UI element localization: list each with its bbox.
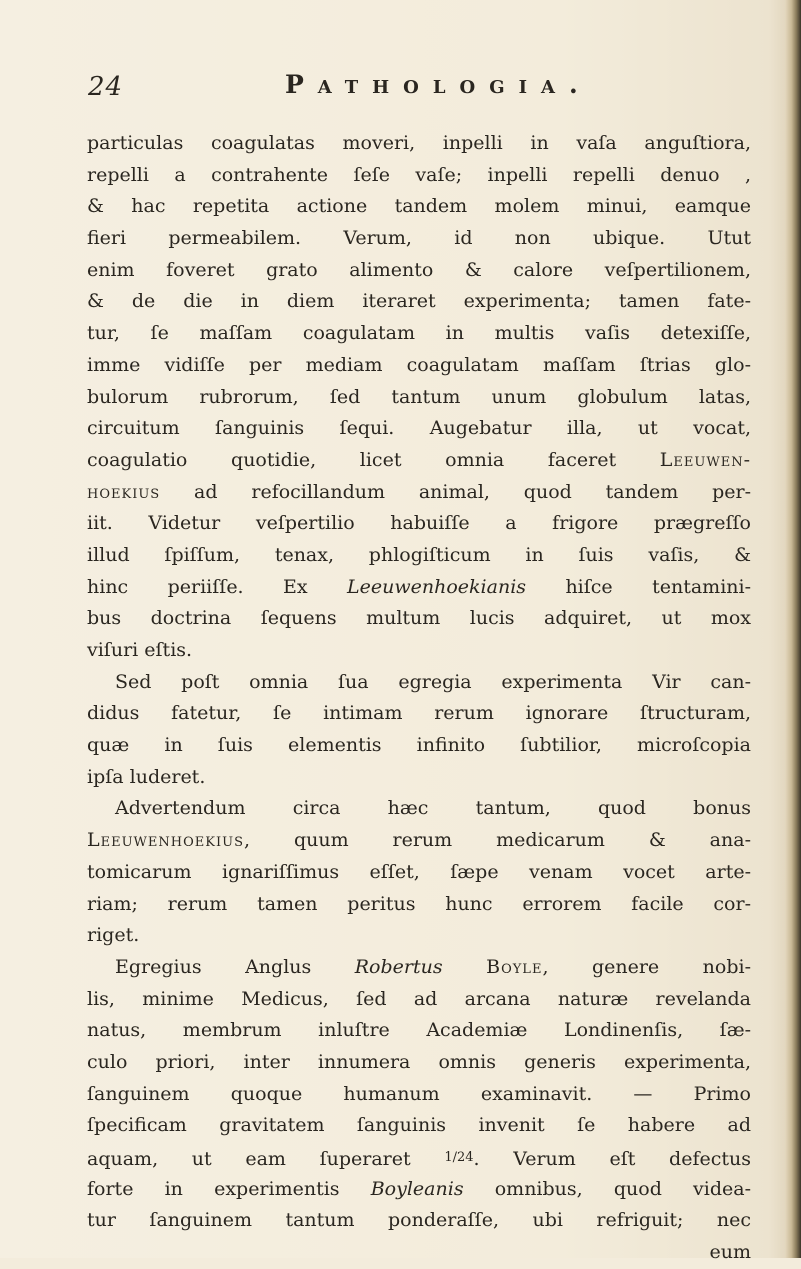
text-line bbox=[87, 1079, 751, 1111]
text-run: bus doctrina ſequens multum lucis adquiret, ut mox bbox=[87, 607, 751, 630]
text-run: imme vidiſſe per mediam coagulatam maſſam ſtrias glo- bbox=[87, 353, 751, 376]
text-run: forte in experimentis bbox=[87, 1177, 371, 1200]
small-caps-name: Leeuwen- bbox=[659, 448, 751, 471]
text-run: ipſa luderet. bbox=[87, 765, 206, 788]
text-line bbox=[87, 730, 751, 762]
text-line bbox=[87, 984, 751, 1016]
text-run: iit. Videtur veſpertilio habuiſſe a frigore prægreſſo bbox=[87, 512, 751, 535]
text-line bbox=[87, 1142, 751, 1174]
text-line bbox=[87, 857, 751, 889]
text-run: viſuri eſtis. bbox=[87, 639, 193, 661]
text-line bbox=[87, 1174, 751, 1206]
text-run: Sed poſt omnia ſua egregia experimenta Vir can- bbox=[115, 670, 751, 693]
text-run: ſpecificam gravitatem ſanguinis invenit ſe habere ad bbox=[87, 1114, 751, 1137]
text-line bbox=[87, 667, 751, 699]
text-run: illud ſpiſſum, tenax, phlogiſticum in ſuis vaſis, & bbox=[87, 543, 751, 566]
text-run: fieri permeabilem. Verum, id non ubique. Utut bbox=[87, 227, 751, 250]
text-line bbox=[87, 952, 751, 984]
text-run: repelli a contrahente ſeſe vaſe; inpelli repelli denuo , bbox=[87, 163, 751, 186]
small-caps-name: hoekius bbox=[87, 480, 161, 503]
text-run: enim foveret grato alimento & calore veſpertilionem, bbox=[87, 258, 751, 281]
text-run: hinc periiſſe. Ex bbox=[87, 575, 348, 598]
text-run: coagulatio quotidie, licet omnia faceret bbox=[87, 448, 660, 471]
text-line bbox=[87, 1047, 751, 1079]
text-run: Egregius Anglus bbox=[115, 955, 355, 978]
text-run bbox=[443, 956, 487, 978]
text-line bbox=[87, 762, 751, 794]
text-line bbox=[87, 286, 751, 318]
text-line bbox=[87, 1205, 751, 1237]
text-run: hiſce tentamini- bbox=[526, 575, 752, 598]
text-run: circuitum ſanguinis ſequi. Augebatur illa, ut vocat, bbox=[87, 417, 751, 440]
text-line bbox=[87, 1110, 751, 1142]
text-run: riam; rerum tamen peritus hunc errorem facile cor- bbox=[87, 892, 751, 915]
text-run: tur, ſe maſſam coagulatam in multis vaſis detexiſſe, bbox=[87, 322, 751, 345]
italic-text: Leeuwenhoekianis bbox=[347, 575, 527, 598]
text-line bbox=[87, 160, 751, 192]
small-caps-name: Leeuwenhoekius bbox=[87, 829, 244, 852]
text-line bbox=[87, 603, 751, 635]
text-run: , quum rerum medicarum & ana- bbox=[243, 829, 751, 852]
text-run: tomicarum ignariſſimus eſſet, ſæpe venam vocet arte- bbox=[87, 860, 751, 883]
text-line bbox=[87, 128, 751, 160]
text-run: omnibus, quod videa- bbox=[463, 1177, 751, 1200]
text-run: aquam, ut eam ſuperaret bbox=[87, 1148, 445, 1170]
text-line bbox=[87, 223, 751, 255]
text-run: ſanguinem quoque humanum examinavit. — Primo bbox=[87, 1082, 751, 1105]
text-run: didus fatetur, ſe intimam rerum ignorare ſtructuram, bbox=[87, 702, 751, 725]
text-line bbox=[87, 540, 751, 572]
text-line bbox=[87, 477, 751, 509]
text-line bbox=[87, 793, 751, 825]
text-line bbox=[87, 889, 751, 921]
text-line bbox=[87, 635, 751, 667]
text-line bbox=[87, 508, 751, 540]
text-line bbox=[87, 572, 751, 604]
running-head: Pathologia. bbox=[285, 70, 592, 99]
text-line bbox=[87, 318, 751, 350]
text-line bbox=[87, 255, 751, 287]
italic-text: Robertus bbox=[354, 955, 443, 978]
text-run: lis, minime Medicus, ſed ad arcana naturæ revelanda bbox=[87, 987, 751, 1010]
italic-text: Boyleanis bbox=[370, 1177, 464, 1200]
text-run: quæ in ſuis elementis infinito ſubtilior, microſcopia bbox=[87, 734, 751, 757]
text-run: , genere nobi- bbox=[542, 955, 751, 978]
text-run: eum bbox=[709, 1241, 751, 1264]
text-line bbox=[87, 1015, 751, 1047]
text-line bbox=[87, 698, 751, 730]
text-line bbox=[87, 445, 751, 477]
text-run: ad refocillandum animal, quod tandem per- bbox=[160, 480, 751, 503]
text-run: natus, membrum inluſtre Academiæ Londinenſis, ſæ- bbox=[87, 1019, 751, 1042]
text-run: tur ſanguinem tantum ponderaſſe, ubi refriguit; nec bbox=[87, 1209, 751, 1232]
page-header bbox=[88, 70, 748, 110]
body-text bbox=[87, 128, 751, 1269]
text-run: & hac repetita actione tandem molem minui, eamque bbox=[87, 195, 751, 218]
text-run: culo priori, inter innumera omnis generis experimenta, bbox=[87, 1050, 751, 1073]
text-line bbox=[87, 382, 751, 414]
small-caps-name: Boyle bbox=[486, 955, 543, 978]
page-number: 24 bbox=[88, 72, 124, 102]
text-run: particulas coagulatas moveri, inpelli in vaſa anguſtiora, bbox=[87, 132, 751, 154]
text-line bbox=[87, 413, 751, 445]
text-run: & de die in diem iteraret experimenta; tamen fate- bbox=[87, 290, 751, 313]
text-line bbox=[87, 825, 751, 857]
text-run: riget. bbox=[87, 924, 140, 947]
text-run: bulorum rubrorum, ſed tantum unum globulum latas, bbox=[87, 385, 751, 408]
text-run: . Verum eſt defectus bbox=[473, 1148, 752, 1170]
page-edge-shadow bbox=[785, 0, 801, 1258]
fraction: 1/24 bbox=[444, 1150, 474, 1165]
text-line bbox=[87, 350, 751, 382]
text-line bbox=[87, 191, 751, 223]
text-run: Advertendum circa hæc tantum, quod bonus bbox=[115, 797, 751, 820]
text-line bbox=[87, 1237, 751, 1269]
text-line bbox=[87, 920, 751, 952]
